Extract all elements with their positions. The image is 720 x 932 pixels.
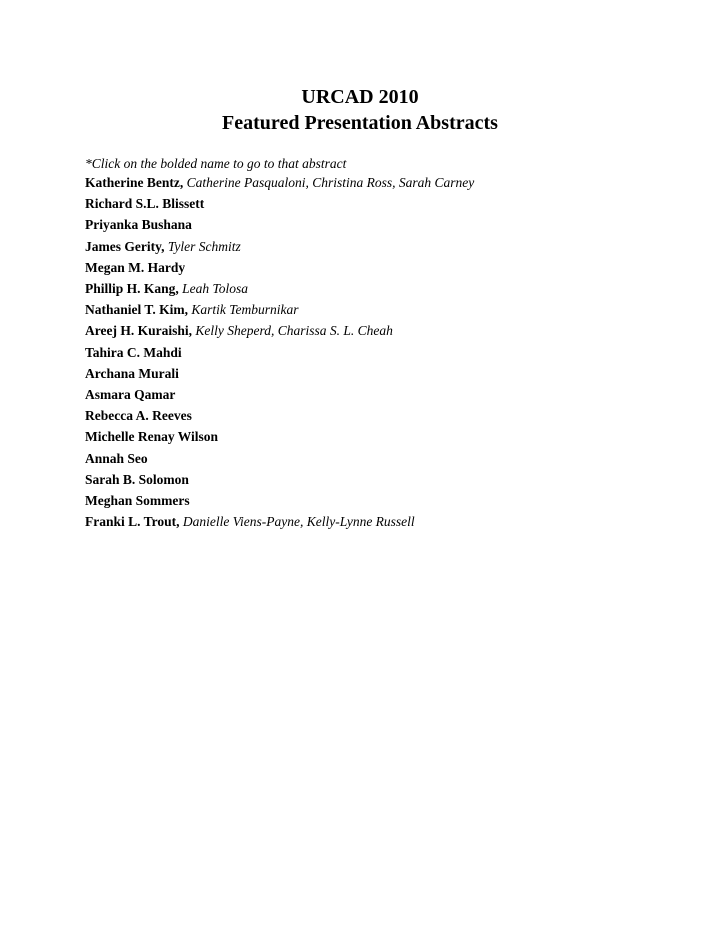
list-item xyxy=(85,214,474,235)
list-item xyxy=(85,490,474,511)
abstract-link[interactable]: Richard S.L. Blissett xyxy=(85,196,205,212)
list-item xyxy=(85,172,474,193)
abstract-link[interactable]: Nathaniel T. Kim, xyxy=(85,302,189,318)
list-item xyxy=(85,299,474,320)
abstract-link[interactable]: Tahira C. Mahdi xyxy=(85,344,182,360)
coauthors: Catherine Pasqualoni, Christina Ross, Sarah Carney xyxy=(186,175,475,190)
list-item xyxy=(85,384,474,405)
title-line-1: URCAD 2010 xyxy=(301,86,419,108)
list-item xyxy=(85,469,474,490)
abstract-link[interactable]: Katherine Bentz, xyxy=(85,175,184,190)
instruction-note: *Click on the bolded name to go to that abstract xyxy=(85,156,347,171)
list-item xyxy=(85,236,474,257)
abstract-link[interactable]: Priyanka Bushana xyxy=(85,217,192,233)
list-item xyxy=(85,511,474,532)
list-item xyxy=(85,193,474,214)
coauthors: Tyler Schmitz xyxy=(167,238,241,254)
abstract-link[interactable]: Rebecca A. Reeves xyxy=(85,408,192,424)
abstract-link[interactable]: Archana Murali xyxy=(85,365,179,381)
abstract-link[interactable]: Phillip H. Kang, xyxy=(85,281,179,297)
list-item xyxy=(85,342,474,363)
abstract-link[interactable]: Franki L. Trout, xyxy=(85,514,180,530)
document-title xyxy=(0,84,720,136)
abstract-link[interactable]: Sarah B. Solomon xyxy=(85,471,189,487)
list-item xyxy=(85,278,474,299)
coauthors: Leah Tolosa xyxy=(182,281,249,297)
abstract-link[interactable]: Megan M. Hardy xyxy=(85,259,186,275)
list-item xyxy=(85,363,474,384)
list-item xyxy=(85,257,474,278)
abstract-link[interactable]: Asmara Qamar xyxy=(85,387,176,403)
abstract-link[interactable]: Areej H. Kuraishi, xyxy=(85,323,192,339)
coauthors: Kelly Sheperd, Charissa S. L. Cheah xyxy=(195,323,393,339)
abstract-link[interactable]: Michelle Renay Wilson xyxy=(85,429,219,445)
list-item xyxy=(85,405,474,426)
list-item xyxy=(85,426,474,447)
title-line-2: Featured Presentation Abstracts xyxy=(222,112,498,134)
coauthors: Kartik Temburnikar xyxy=(191,302,299,318)
list-item xyxy=(85,320,474,341)
abstract-list xyxy=(85,172,474,532)
list-item xyxy=(85,448,474,469)
coauthors: Danielle Viens-Payne, Kelly-Lynne Russell xyxy=(182,514,415,530)
abstract-link[interactable]: Annah Seo xyxy=(85,450,148,466)
abstract-link[interactable]: Meghan Sommers xyxy=(85,493,190,509)
abstract-link[interactable]: James Gerity, xyxy=(85,238,165,254)
